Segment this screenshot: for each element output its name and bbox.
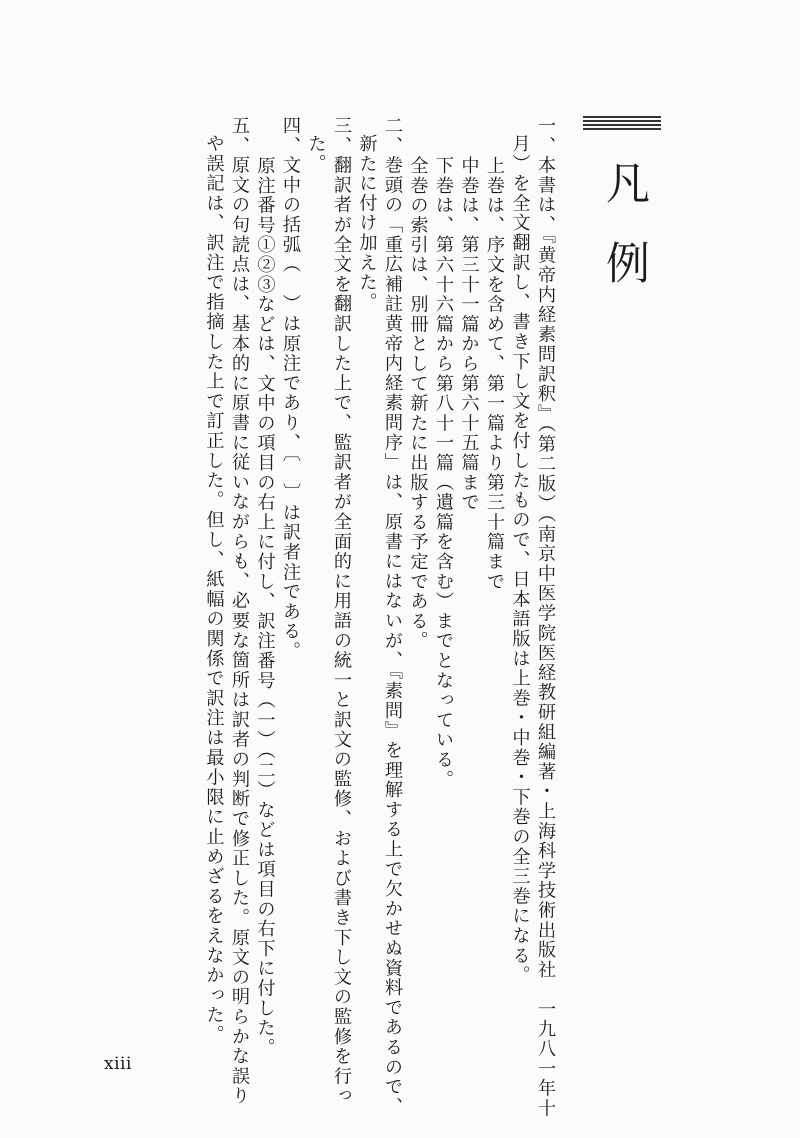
- text-line: 三、翻訳者が全文を翻訳した上で、監訳者が全面的に用語の統一と訳文の監修、および書き下し文の監修を行っ: [331, 116, 352, 1106]
- text-line: 新たに付け加えた。: [356, 134, 378, 313]
- text-line: や誤記は、訳注で指摘した上で訂正した。但し、紙幅の関係で訳注は最小限に止めざるをえなかった。: [203, 134, 225, 1045]
- text-line: 月）を全文翻訳し、書き下し文を付したもので、日本語版は上巻・中巻・下巻の全三巻になる。: [509, 134, 531, 986]
- page-number: xiii: [104, 1054, 132, 1074]
- text-line: 一、本書は、『黄帝内経素問訳釈』（第二版）（南京中医学院医経教研組編著・上海科学技術出版社 一九八一年十: [535, 116, 556, 1119]
- text-line: 上巻は、序文を含めて、第一篇より第三十篇まで: [484, 156, 505, 592]
- title-rule-decoration: [583, 116, 661, 132]
- rule-line: [583, 116, 661, 118]
- rule-line: [583, 120, 661, 122]
- body-text: [201, 116, 558, 1119]
- text-line: 四、文中の括弧（ ）は原注であり、〔 〕は訳者注である。: [280, 116, 301, 662]
- text-line: 全巻の索引は、別冊として新たに出版する予定である。: [407, 156, 429, 651]
- rule-line: [583, 124, 661, 126]
- text-line: 下巻は、第六十六篇から第八十一篇（遺篇を含む）までとなっている。: [433, 156, 454, 790]
- rule-line: [583, 128, 661, 130]
- text-line: 二、巻頭の「重広補註黄帝内経素問序」は、原書にはないが、『素問』を理解する上で欠かせぬ資料であるので、: [382, 116, 403, 1117]
- text-line: 原注番号①②③などは、文中の項目の右上に付し、訳注番号（一）（二）などは項目の右下に付した。: [254, 156, 276, 1058]
- text-line: 五、原文の句読点は、基本的に原書に従いながらも、必要な箇所は訳者の判断で修正した。原文の明らかな誤り: [229, 116, 250, 1106]
- text-line: た。: [305, 134, 327, 174]
- page-title: 凡例: [598, 160, 649, 320]
- text-line: 中巻は、第三十一篇から第六十五篇まで: [458, 156, 480, 513]
